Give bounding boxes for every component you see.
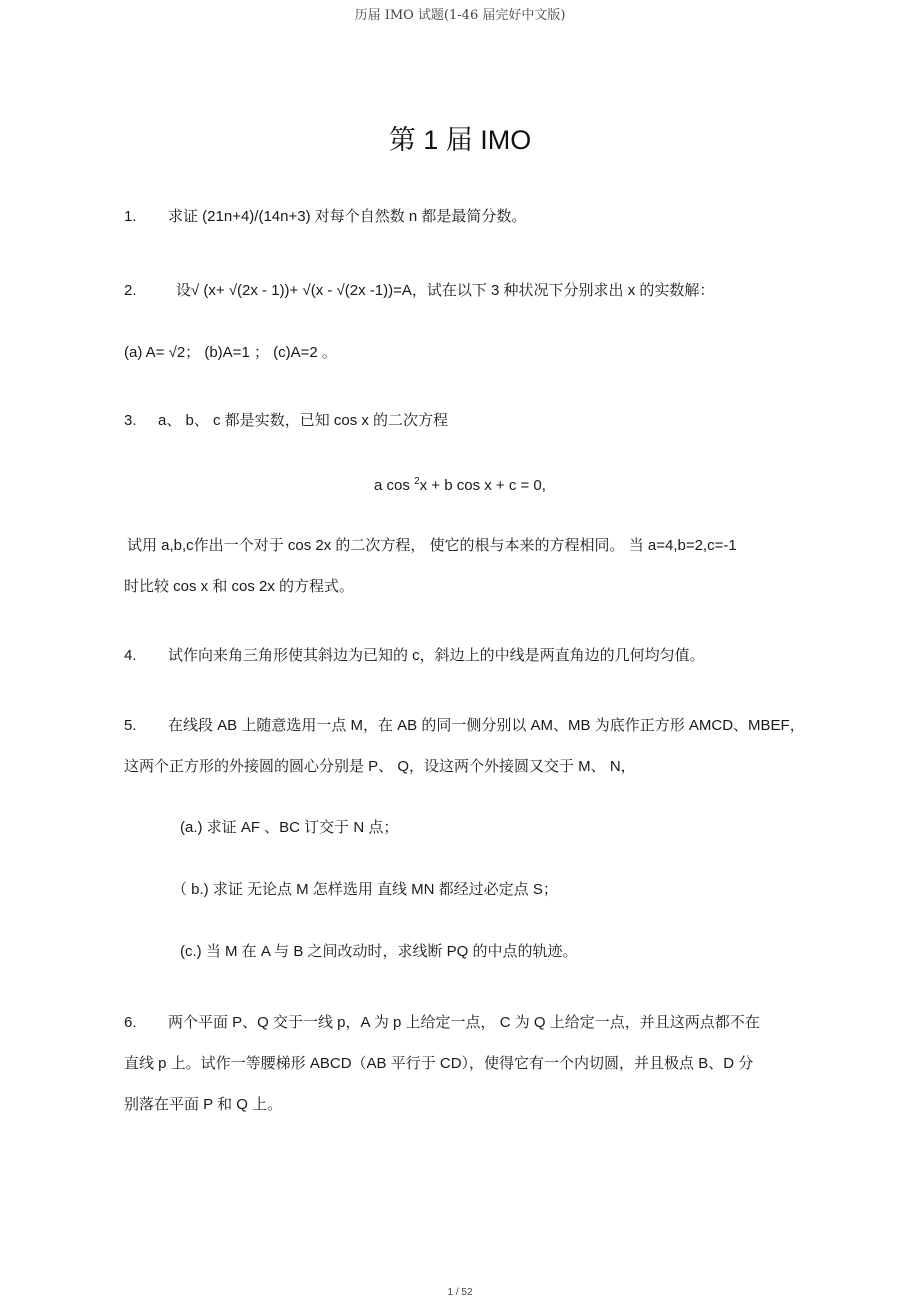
problem-number: 3. xyxy=(124,412,137,429)
problem-text: 两个平面 P、Q 交于一线 p，A 为 p 上给定一点， C 为 Q 上给定一点，并且这两点都不在 xyxy=(168,1014,760,1031)
problem-1 xyxy=(124,207,526,227)
problem-text: 试作向来角三角形使其斜边为已知的 c，斜边上的中线是两直角边的几何均匀值。 xyxy=(168,647,705,664)
problem-4 xyxy=(124,646,705,666)
problem-number: 2. xyxy=(124,282,137,299)
problem-text: a、 b、 c 都是实数，已知 cos x 的二次方程 xyxy=(158,412,449,429)
problem-text: 求证 (21n+4)/(14n+3) 对每个自然数 n 都是最简分数。 xyxy=(168,208,527,225)
equation-part: x + b cos x + c = 0, xyxy=(419,477,546,494)
problem-2-cases: (a) A= √2； (b)A=1 ； (c)A=2 。 xyxy=(124,344,337,361)
problem-5 xyxy=(124,716,805,736)
problem-number: 5. xyxy=(124,717,137,734)
page-number: 1 / 52 xyxy=(447,1287,473,1298)
problem-3-line2: 时比较 cos x 和 cos 2x 的方程式。 xyxy=(124,578,355,595)
problem-number: 6. xyxy=(124,1014,137,1031)
problem-5-line2: 这两个正方形的外接圆的圆心分别是 P、 Q，设这两个外接圆又交于 M、 N， xyxy=(124,758,636,775)
problem-6 xyxy=(124,1013,760,1033)
page-header: 历届 IMO 试题(1-46 届完好中文版) xyxy=(354,8,566,23)
problem-5-part-c: (c.) 当 M 在 A 与 B 之间改动时，求线断 PQ 的中点的轨迹。 xyxy=(180,943,578,960)
problem-3-line1: 试用 a,b,c作出一个对于 cos 2x 的二次方程， 使它的根与本来的方程相同。 当 a=4,b=2,c=-1 xyxy=(127,537,737,554)
problem-5-part-a: (a.) 求证 AF 、BC 订交于 N 点； xyxy=(180,819,399,836)
problem-text: 设√ (x+ √(2x - 1))+ √(x - √(2x -1))=A，试在以下 3 种状况下分别求出 x 的实数解： xyxy=(176,282,715,299)
problem-3 xyxy=(124,411,448,431)
problem-text: 在线段 AB 上随意选用一点 M，在 AB 的同一侧分别以 AM、MB 为底作正方形 AMCD、MBEF， xyxy=(168,717,805,734)
page-title: 第 1 届 IMO xyxy=(388,125,532,155)
problem-number: 1. xyxy=(124,208,137,225)
problem-6-line2: 直线 p 上。试作一等腰梯形 ABCD（AB 平行于 CD），使得它有一个内切圆，并且极点 B、D 分 xyxy=(124,1055,754,1072)
problem-6-line3: 别落在平面 P 和 Q 上。 xyxy=(124,1096,283,1113)
problem-5-part-b: （ b.) 求证 无论点 M 怎样选用 直线 MN 都经过必定点 S； xyxy=(172,881,558,898)
equation-superscript: 2 xyxy=(414,476,420,487)
problem-3-equation xyxy=(0,472,920,496)
equation-part: a cos xyxy=(374,477,415,494)
problem-2 xyxy=(124,281,714,301)
problem-number: 4. xyxy=(124,647,137,664)
